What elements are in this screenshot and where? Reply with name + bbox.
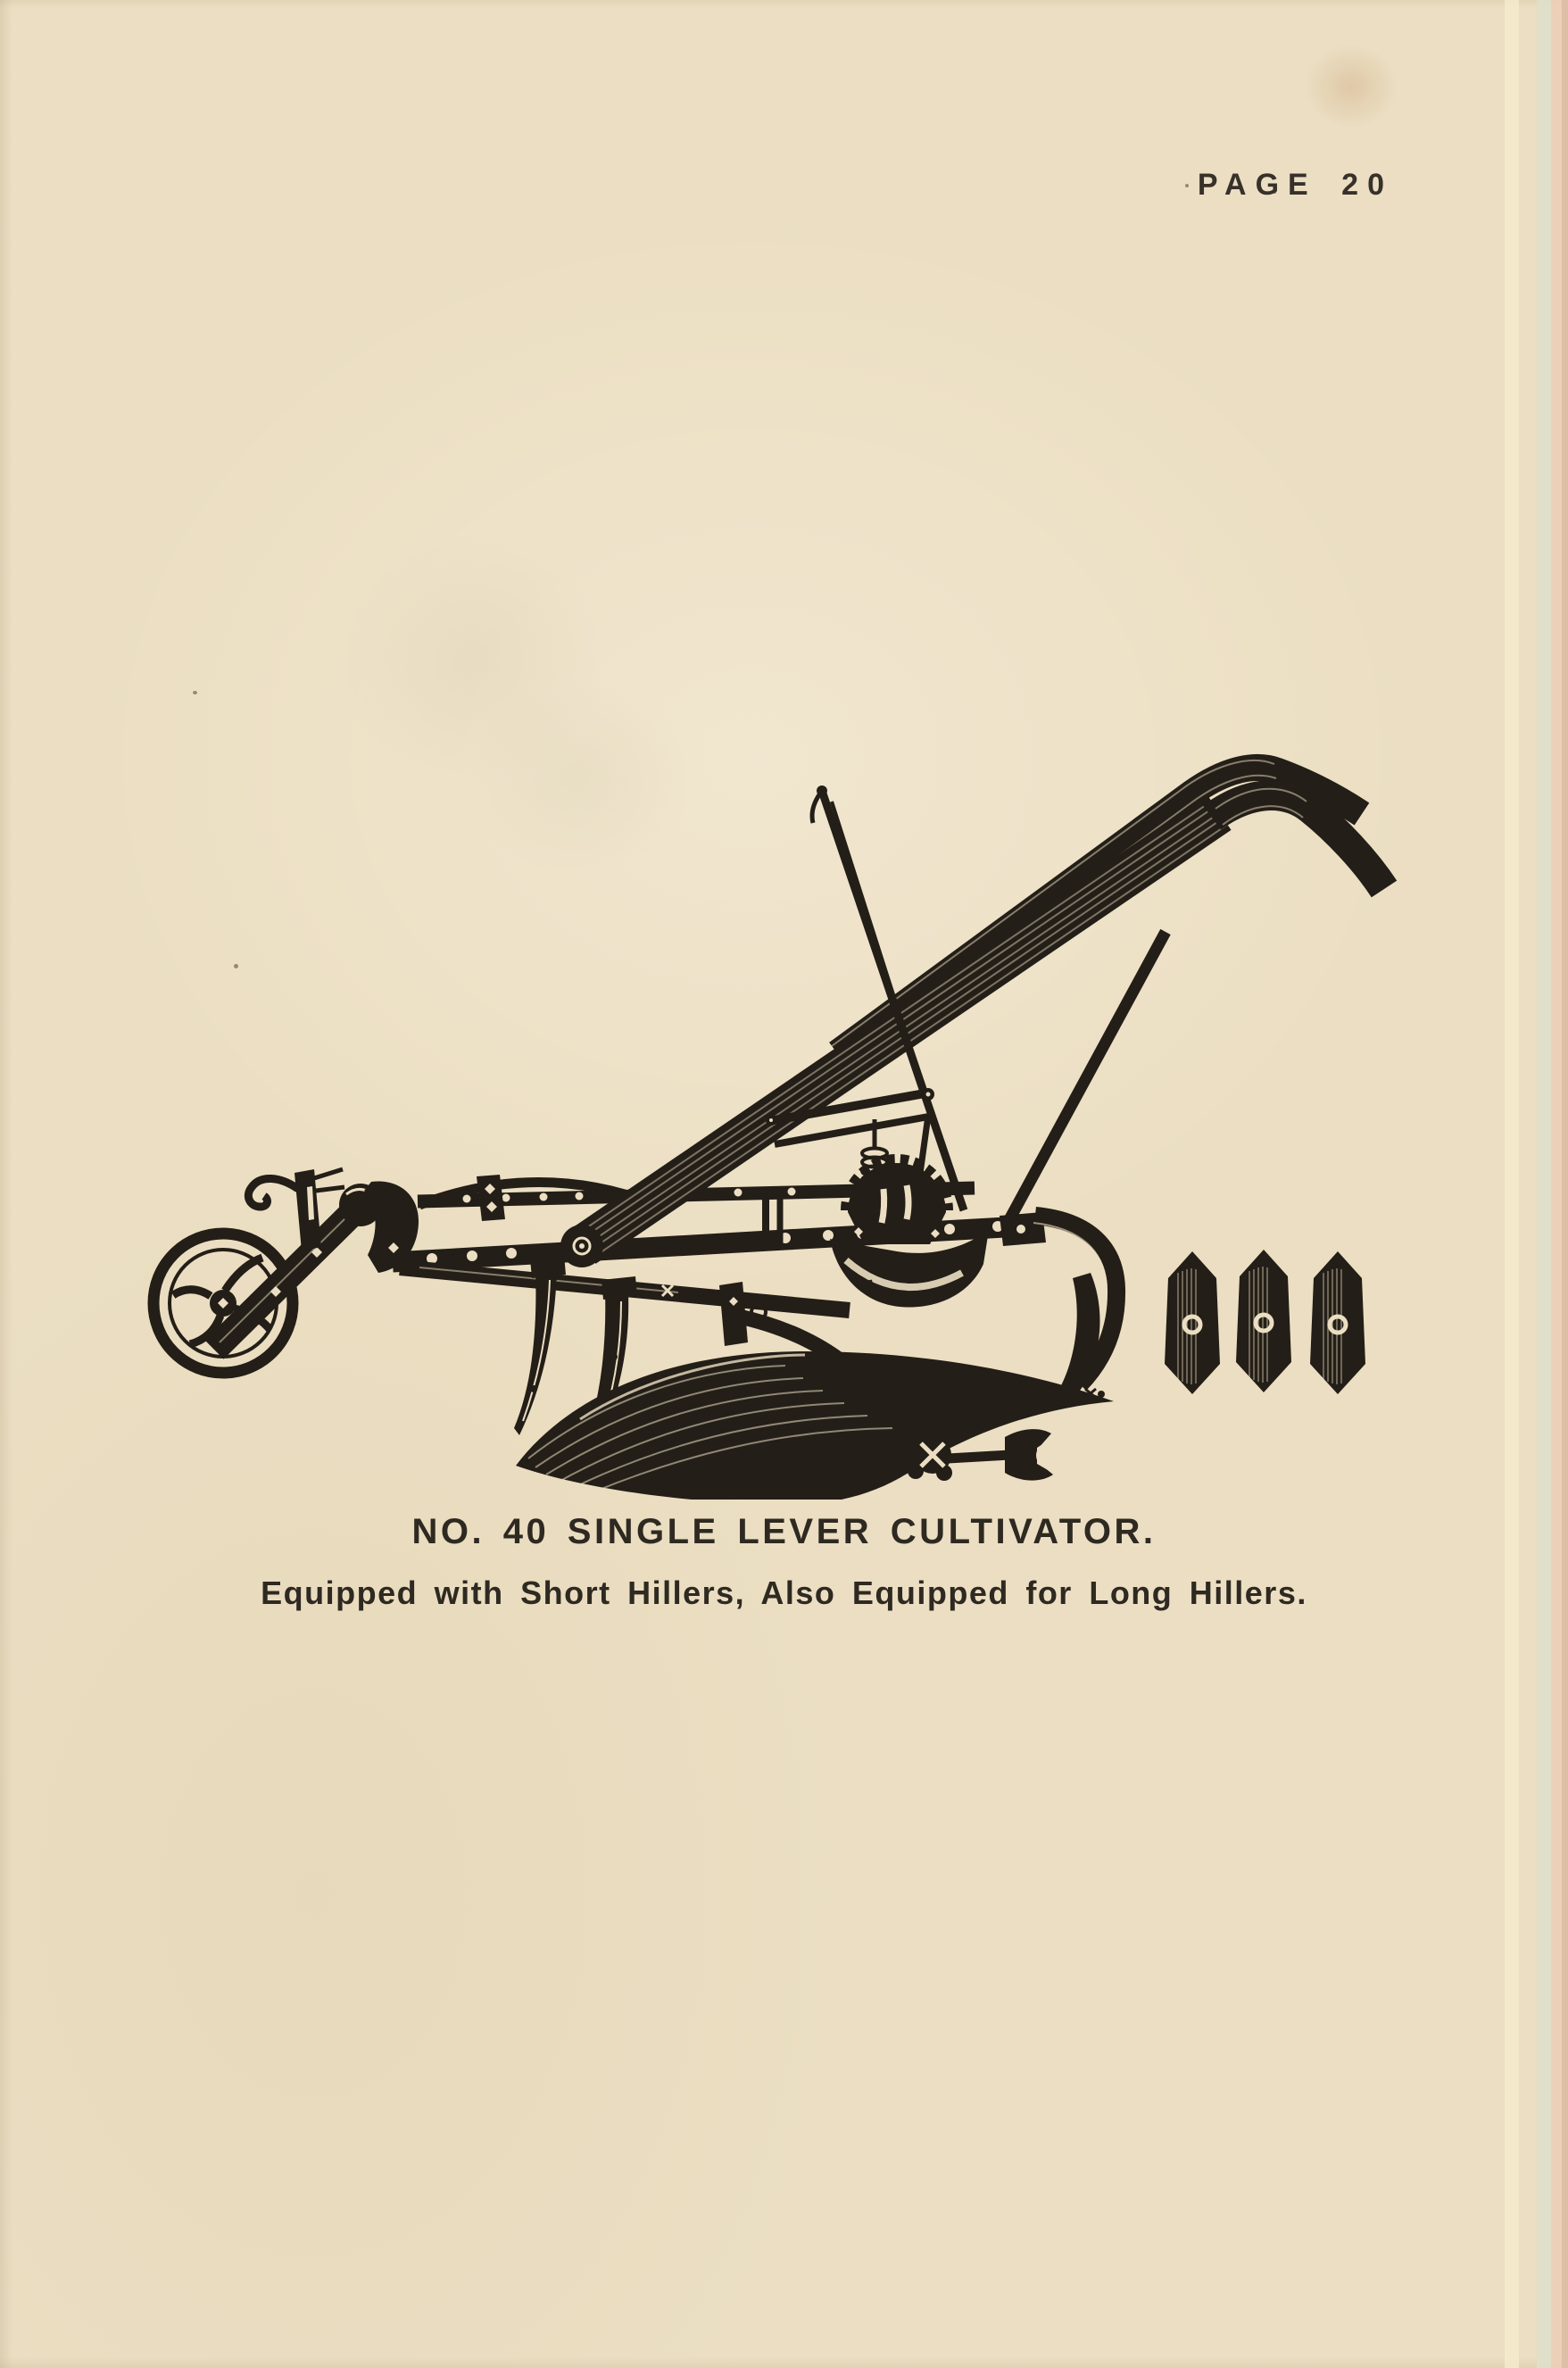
figure-subtitle: Equipped with Short Hillers, Also Equipped for Long Hillers.: [261, 1575, 1307, 1611]
hiller-shield-icon: [1165, 1251, 1220, 1394]
hiller-shields: [1165, 1250, 1365, 1394]
wheel-standard: [214, 1169, 419, 1350]
paper-stain: [1305, 45, 1398, 129]
clevis-hook-icon: [248, 1178, 298, 1207]
paper-speck: [1185, 184, 1189, 187]
cultivator-illustration-engraving: [125, 705, 1410, 1500]
paper-speck: [193, 691, 197, 694]
hiller-shield-icon: [1236, 1250, 1291, 1392]
page-number: PAGE 20: [1197, 168, 1393, 202]
handle-brace: [1007, 932, 1166, 1225]
page-edge-band: [1537, 0, 1551, 2368]
figure-title: NO. 40 SINGLE LEVER CULTIVATOR.: [411, 1512, 1157, 1551]
rear-shank: [1000, 1212, 1116, 1401]
page-edge-band: [1562, 0, 1568, 2368]
page-edge-band: [1505, 0, 1519, 2368]
page-edge-band: [1551, 0, 1562, 2368]
wrench-icon: [908, 1429, 1060, 1481]
hiller-shield-icon: [1310, 1251, 1365, 1394]
